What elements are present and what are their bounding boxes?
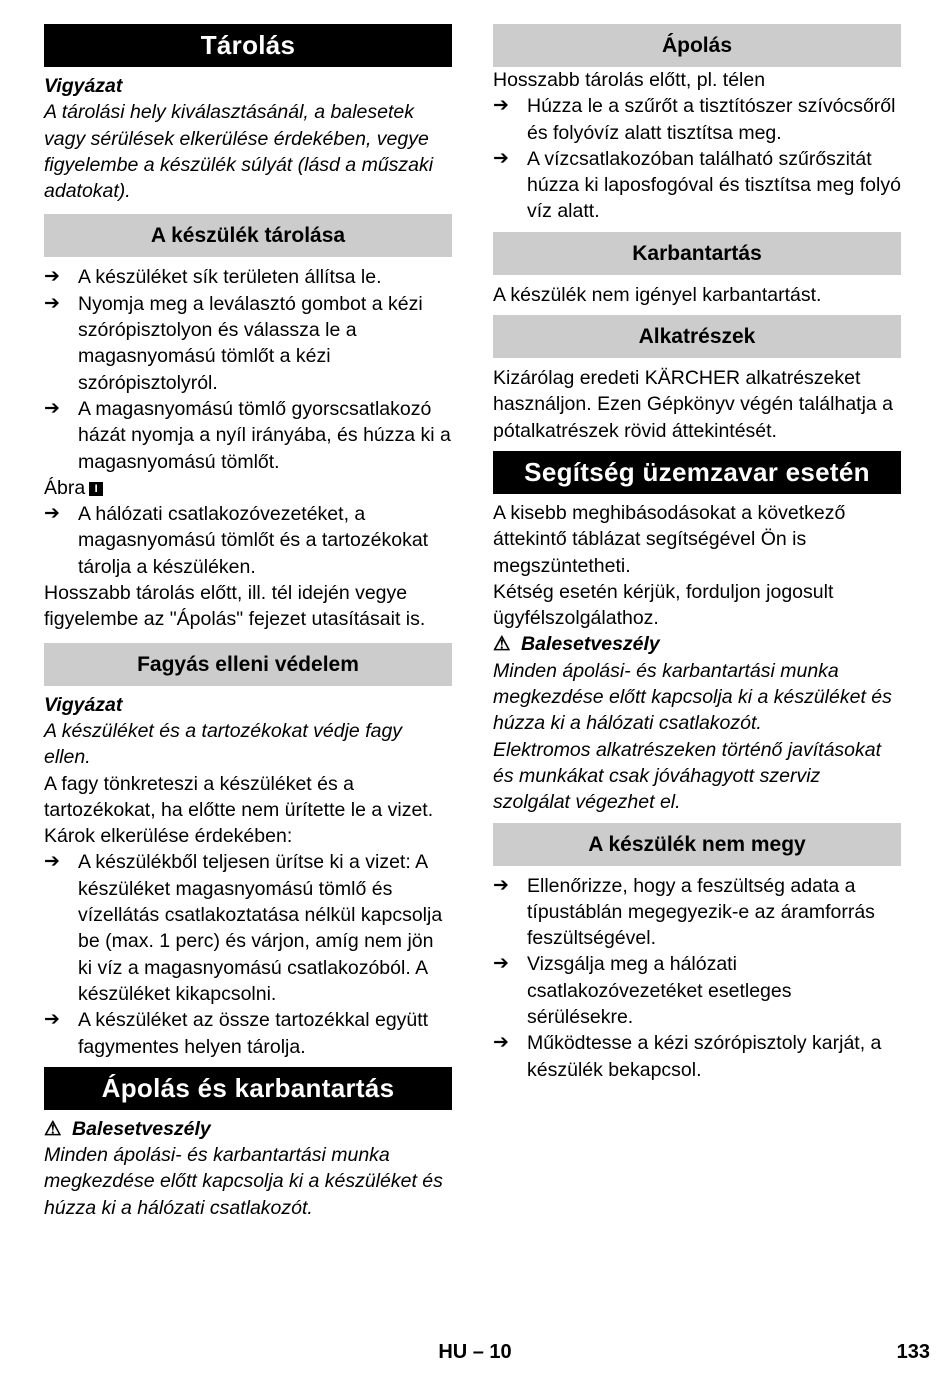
heading-maintenance: Karbantartás bbox=[493, 232, 901, 275]
arrow-right-icon: ➔ bbox=[493, 147, 509, 169]
list-item: ➔ Húzza le a szűrőt a tisztítószer szívócsőről és folyóvíz alatt tisztítsa meg. bbox=[493, 95, 896, 144]
figure-number-badge: I bbox=[89, 482, 103, 496]
parts-text: Kizárólag eredeti KÄRCHER alkatrészeket használjon. Ezen Gépkönyv végén találhatja a pótalkatrészek rövid áttekintését. bbox=[493, 367, 894, 442]
caution-label: Vigyázat bbox=[44, 693, 123, 716]
list-item: ➔ A hálózati csatlakozóvezetéket, a magasnyomású tömlőt és a tartozékokat tárolja a készüléken. bbox=[44, 503, 429, 578]
list-item: ➔ A készüléket sík területen állítsa le. bbox=[44, 264, 452, 290]
maintenance-text: A készülék nem igényel karbantartást. bbox=[493, 283, 822, 306]
list-item: ➔ A készüléket az össze tartozékkal együtt fagymentes helyen tárolja. bbox=[44, 1009, 429, 1058]
warning-triangle-icon: ⚠ bbox=[44, 1117, 62, 1140]
arrow-right-icon: ➔ bbox=[493, 95, 509, 117]
list-item: ➔ A magasnyomású tömlő gyorscsatlakozó házát nyomja a nyíl irányába, és húzza ki a magasnyomású tömlőt. bbox=[44, 397, 451, 473]
left-column bbox=[44, 24, 452, 1221]
frost-text: Károk elkerülése érdekében: bbox=[44, 825, 293, 848]
danger-label: ⚠ Balesetveszély bbox=[44, 1116, 452, 1142]
caution-text: A tárolási hely kiválasztásánál, a balesetek vagy sérülések elkerülése érdekében, vegye figyelembe a készülék súlyát (lásd a műszaki adatokat). bbox=[44, 101, 434, 203]
arrow-right-icon: ➔ bbox=[44, 1009, 60, 1031]
danger-text: Minden ápolási- és karbantartási munka megkezdése előtt kapcsolja ki a készüléket és húzza ki a hálózati csatlakozót. bbox=[44, 1144, 443, 1219]
care-intro: Hosszabb tárolás előtt, pl. télen bbox=[493, 69, 766, 91]
right-column bbox=[493, 24, 901, 1083]
danger-text: Minden ápolási- és karbantartási munka megkezdése előtt kapcsolja ki a készüléket és húzza ki a hálózati csatlakozót. bbox=[493, 659, 892, 735]
frost-text: A fagy tönkreteszi a készüléket és a tartozékokat, ha előtte nem ürítette le a vizet. bbox=[44, 772, 434, 821]
arrow-right-icon: ➔ bbox=[493, 953, 509, 975]
heading-not-running: A készülék nem megy bbox=[493, 823, 901, 866]
heading-parts: Alkatrészek bbox=[493, 315, 901, 358]
list-item: ➔ Ellenőrizze, hogy a feszültség adata a típustáblán megegyezik-e az áramforrás feszültségével. bbox=[493, 874, 875, 950]
arrow-right-icon: ➔ bbox=[44, 397, 60, 419]
arrow-right-icon: ➔ bbox=[493, 1032, 509, 1054]
list-item: ➔ Vizsgálja meg a hálózati csatlakozóvezetéket esetleges sérülésekre. bbox=[493, 953, 792, 1029]
arrow-right-icon: ➔ bbox=[44, 851, 60, 873]
heading-storage: Tárolás bbox=[44, 24, 452, 67]
heading-device-storage: A készülék tárolása bbox=[44, 214, 452, 257]
caution-label: Vigyázat bbox=[44, 75, 123, 97]
list-item: ➔ Nyomja meg a leválasztó gombot a kézi szórópisztolyon és válassza le a magasnyomású tömlőt a kézi szórópisztolyról. bbox=[44, 292, 423, 394]
storage-note: Hosszabb tárolás előtt, ill. tél idején vegye figyelembe az "Ápolás" fejezet utasításait is. bbox=[44, 582, 426, 631]
caution-text: A készüléket és a tartozékokat védje fagy ellen. bbox=[44, 719, 403, 769]
warning-triangle-icon: ⚠ bbox=[493, 633, 511, 656]
troubleshooting-text: Kétség esetén kérjük, forduljon jogosult ügyfélszolgálathoz. bbox=[493, 580, 834, 630]
list-item: ➔ A készülékből teljesen ürítse ki a vizet: A készüléket magasnyomású tömlő és vízellátás csatlakoztatása nélkül kapcsolja be (max. 1 perc) és várjon, amíg nem jön ki víz a magasnyomású csatlakozóból. A készüléket kikapcsolni. bbox=[44, 851, 443, 1005]
danger-text: Elektromos alkatrészeken történő javításokat és munkákat csak jóváhagyott szerviz szolgálat végezhet el. bbox=[493, 738, 882, 814]
arrow-right-icon: ➔ bbox=[44, 266, 60, 288]
figure-reference: Ábra I bbox=[44, 475, 452, 501]
list-item: ➔ A vízcsatlakozóban található szűrőszitát húzza ki laposfogóval és tisztítsa meg folyó víz alatt. bbox=[493, 147, 901, 223]
footer-section-label: HU – 10 bbox=[438, 1341, 512, 1363]
arrow-right-icon: ➔ bbox=[493, 874, 509, 896]
troubleshooting-text: A kisebb meghibásodásokat a következő áttekintő táblázat segítségével Ön is megszüntetheti. bbox=[493, 501, 846, 577]
danger-label: ⚠ Balesetveszély bbox=[493, 631, 901, 657]
heading-care-maintenance: Ápolás és karbantartás bbox=[44, 1067, 452, 1110]
page-number: 133 bbox=[896, 1341, 930, 1363]
heading-troubleshooting: Segítség üzemzavar esetén bbox=[493, 451, 901, 494]
heading-care: Ápolás bbox=[493, 24, 901, 67]
list-item: ➔ Működtesse a kézi szórópisztoly karját, a készülék bekapcsol. bbox=[493, 1032, 882, 1081]
heading-frost-protection: Fagyás elleni védelem bbox=[44, 643, 452, 686]
arrow-right-icon: ➔ bbox=[44, 503, 60, 525]
arrow-right-icon: ➔ bbox=[44, 292, 60, 314]
